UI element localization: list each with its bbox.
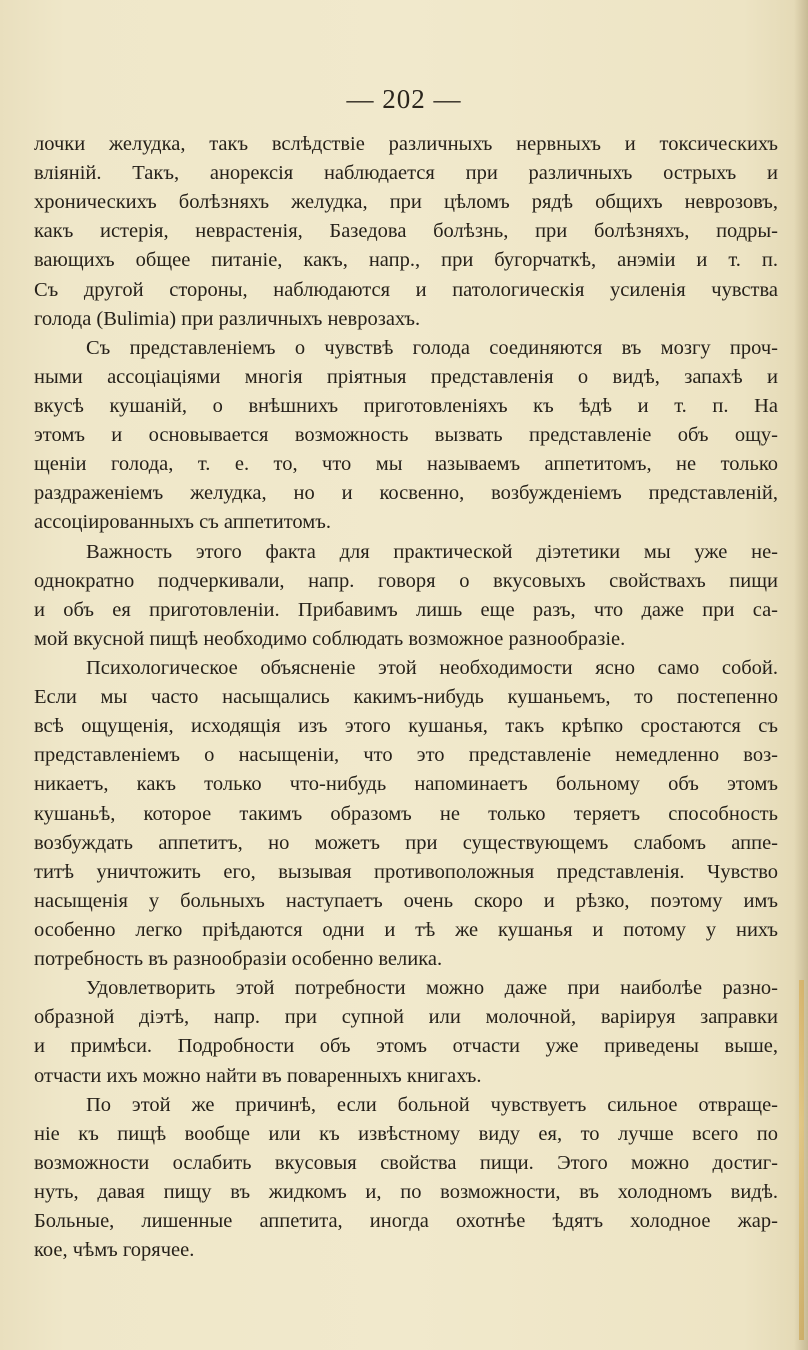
text-line: Съ другой стороны, наблюдаются и патологическія усиленія чувства xyxy=(34,278,778,301)
text-line: вающихъ общее питаніе, какъ, напр., при бугорчаткѣ, анэміи и т. п. xyxy=(34,249,778,272)
text-line: раздраженіемъ желудка, но и косвенно, возбужденіемъ представленій, xyxy=(34,482,778,505)
text-line: отчасти ихъ можно найти въ поваренныхъ книгахъ. xyxy=(34,1064,482,1087)
text-line: особенно легко пріѣдаются одни и тѣ же кушанья и потому у нихъ xyxy=(34,918,778,941)
text-line: Если мы часто насыщались какимъ-нибудь кушаньемъ, то постепенно xyxy=(34,686,778,709)
text-line: никаетъ, какъ только что-нибудь напоминаетъ больному объ этомъ xyxy=(34,773,778,796)
text-line: вкусѣ кушаній, о внѣшнихъ приготовленіяхъ къ ѣдѣ и т. п. На xyxy=(34,394,778,417)
text-line: всѣ ощущенія, исходящія изъ этого кушанья, такъ крѣпко сростаются съ xyxy=(34,715,778,738)
text-line: Важность этого факта для практической діэтетики мы уже не- xyxy=(86,540,778,563)
text-line: представленіемъ о насыщеніи, что это представленіе немедленно воз- xyxy=(34,744,778,767)
text-line: этомъ и основывается возможность вызвать представленіе объ ощу- xyxy=(34,424,778,447)
text-line: голода (Bulimia) при различныхъ неврозахъ. xyxy=(34,307,421,330)
text-line: кушаньѣ, которое такимъ образомъ не только теряетъ способность xyxy=(34,802,778,825)
text-line: ассоціированныхъ съ аппетитомъ. xyxy=(34,511,331,534)
text-line: возбуждать аппетитъ, но можетъ при существующемъ слабомъ аппе- xyxy=(34,831,778,854)
text-line: ными ассоціаціями многія пріятныя представленія о видѣ, запахѣ и xyxy=(34,365,778,388)
text-line: образной діэтѣ, напр. при супной или молочной, варіируя заправки xyxy=(34,1006,778,1029)
text-line: лочки желудка, такъ вслѣдствіе различныхъ нервныхъ и токсическихъ xyxy=(34,133,778,155)
text-line: насыщенія у больныхъ наступаетъ очень скоро и рѣзко, поэтому имъ xyxy=(34,889,778,912)
body-text xyxy=(34,130,778,1265)
text-line: щеніи голода, т. е. то, что мы называемъ аппетитомъ, не только xyxy=(34,453,778,476)
text-line: Удовлетворить этой потребности можно даже при наиболѣе разно- xyxy=(86,977,778,1000)
text-line: титѣ уничтожить его, вызывая противоположныя представленія. Чувство xyxy=(34,860,778,883)
text-line: хроническихъ болѣзняхъ желудка, при цѣломъ рядѣ общихъ неврозовъ, xyxy=(34,191,778,214)
text-line: и объ ея приготовленіи. Прибавимъ лишь еще разъ, что даже при са- xyxy=(34,598,778,621)
text-line: вліяній. Такъ, анорексія наблюдается при различныхъ острыхъ и xyxy=(34,162,778,185)
text-line: Съ представленіемъ о чувствѣ голода соединяются въ мозгу проч- xyxy=(86,336,778,359)
text-line: кое, чѣмъ горячее. xyxy=(34,1239,195,1262)
text-line: нуть, давая пищу въ жидкомъ и, по возможности, въ холодномъ видѣ. xyxy=(34,1180,778,1203)
text-line: ніе къ пищѣ вообще или къ извѣстному виду ея, то лучше всего по xyxy=(34,1122,778,1145)
text-line: однократно подчеркивали, напр. говоря о вкусовыхъ свойствахъ пищи xyxy=(34,569,778,592)
page-edge-mark xyxy=(799,980,804,1340)
text-line: возможности ослабить вкусовыя свойства пищи. Этого можно достиг- xyxy=(34,1151,778,1174)
text-line: По этой же причинѣ, если больной чувствуетъ сильное отвраще- xyxy=(86,1093,778,1116)
text-line: Больные, лишенные аппетита, иногда охотнѣе ѣдятъ холодное жар- xyxy=(34,1210,778,1233)
text-line: какъ истерія, неврастенія, Базедова болѣзнь, при болѣзняхъ, подры- xyxy=(34,220,778,243)
text-line: потребность въ разнообразіи особенно велика. xyxy=(34,948,443,971)
text-line: и примѣси. Подробности объ этомъ отчасти уже приведены выше, xyxy=(34,1035,778,1058)
text-line: Психологическое объясненіе этой необходимости ясно само собой. xyxy=(86,656,778,679)
page-number: — 202 — xyxy=(346,84,462,114)
text-line: мой вкусной пищѣ необходимо соблюдать возможное разнообразіе. xyxy=(34,627,626,650)
